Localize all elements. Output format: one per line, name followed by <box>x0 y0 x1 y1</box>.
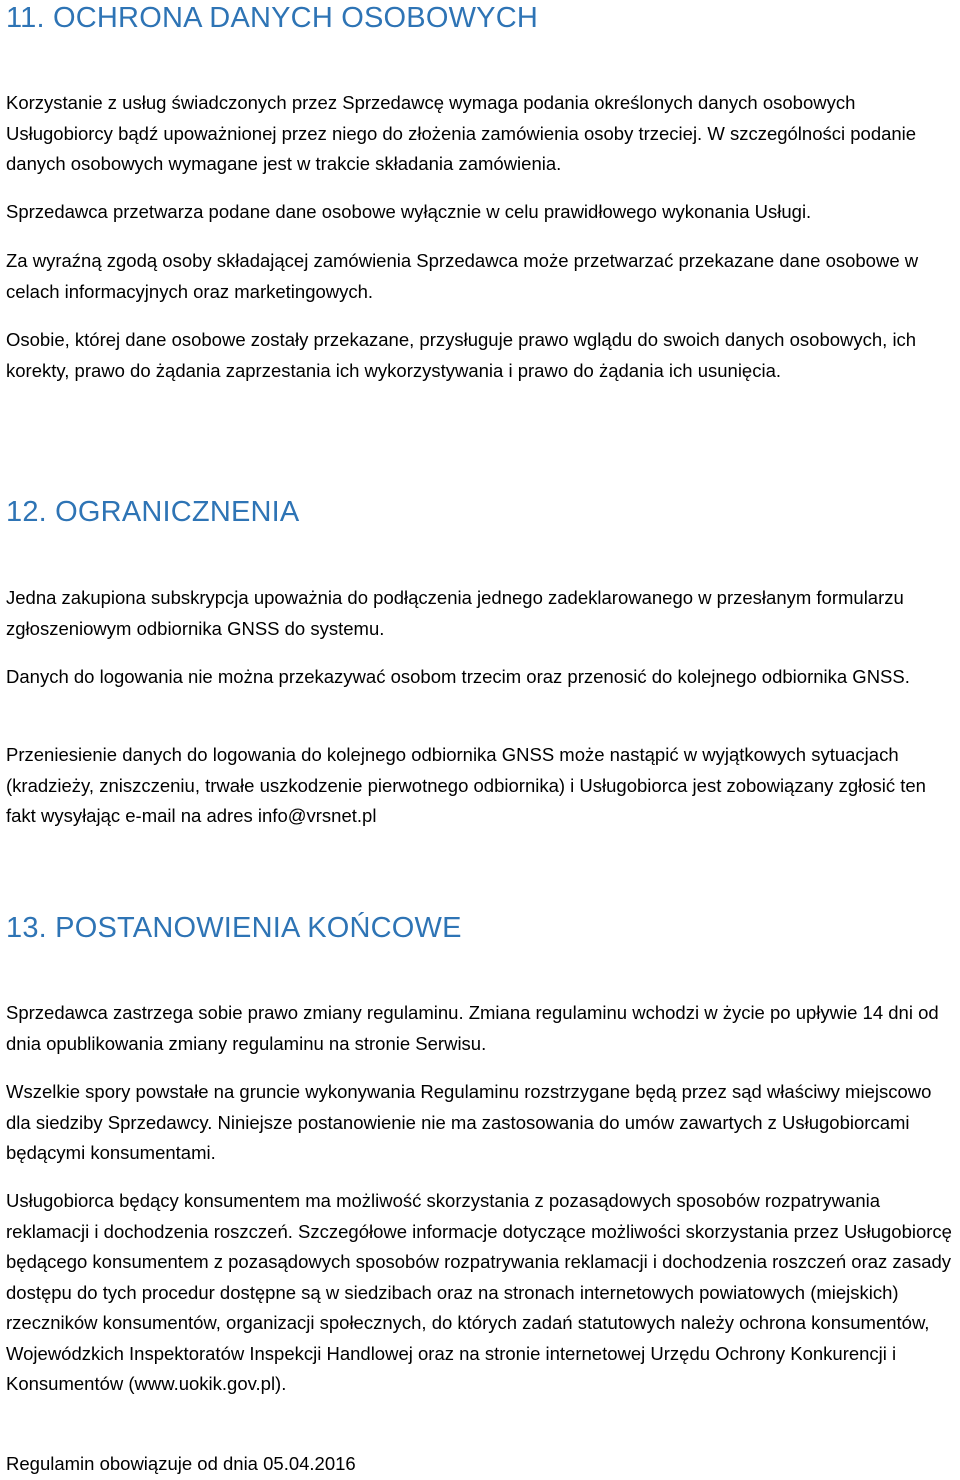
section-13-paragraph-1: Sprzedawca zastrzega sobie prawo zmiany regulaminu. Zmiana regulaminu wchodzi w życie po upływie 14 dni od dnia opublikowania zmiany regulaminu na stronie Serwisu. <box>6 1002 939 1054</box>
section-12-paragraph-2: Danych do logowania nie można przekazywać osobom trzecim oraz przenosić do kolejnego odbiornika GNSS. <box>6 666 910 687</box>
section-12-paragraph-3: Przeniesienie danych do logowania do kolejnego odbiornika GNSS może nastąpić w wyjątkowych sytuacjach (kradzieży, zniszczeniu, trwałe uszkodzenie pierwotnego odbiornika) i Usługobiorca jest zobowiązany zgłosić ten fakt wysyłając e-mail na adres info@vrsnet.pl <box>6 744 926 826</box>
section-11-paragraph-2: Sprzedawca przetwarza podane dane osobowe wyłącznie w celu prawidłowego wykonania Usługi. <box>6 201 812 222</box>
section-11-heading: 11. OCHRONA DANYCH OSOBOWYCH <box>6 2 538 34</box>
section-11-paragraph-3: Za wyraźną zgodą osoby składającej zamówienia Sprzedawca może przetwarzać przekazane dane osobowe w celach informacyjnych oraz marketingowych. <box>6 250 919 302</box>
section-11-paragraph-4: Osobie, której dane osobowe zostały przekazane, przysługuje prawo wglądu do swoich danych osobowych, ich korekty, prawo do żądania zaprzestania ich wykorzystywania i prawo do żądania ich usunięcia. <box>6 329 917 381</box>
section-13-heading: 13. POSTANOWIENIA KOŃCOWE <box>6 912 462 944</box>
section-12-heading: 12. OGRANICZNENIA <box>6 496 300 528</box>
section-11-paragraph-1: Korzystanie z usług świadczonych przez Sprzedawcę wymaga podania określonych danych osobowych Usługobiorcy bądź upoważnionej przez niego do złożenia zamówienia osoby trzeciej. W szczególności podanie danych osobowych wymagane jest w trakcie składania zamówienia. <box>6 92 917 174</box>
section-12-paragraph-1: Jedna zakupiona subskrypcja upoważnia do podłączenia jednego zadeklarowanego w przesłanym formularzu zgłoszeniowym odbiornika GNSS do systemu. <box>6 587 904 639</box>
effective-date-line: Regulamin obowiązuje od dnia 05.04.2016 <box>6 1453 356 1474</box>
section-13-paragraph-3: Usługobiorca będący konsumentem ma możliwość skorzystania z pozasądowych sposobów rozpatrywania reklamacji i dochodzenia roszczeń. Szczegółowe informacje dotyczące możliwości skorzystania przez Usługobiorcę będącego konsumentem z pozasądowych sposobów rozpatrywania reklamacji i dochodzenia roszczeń oraz zasady dostępu do tych procedur dostępne są w siedzibach oraz na stronach internetowych powiatowych (miejskich) rzeczników konsumentów, organizacji społecznych, do których zadań statutowych należy ochrona konsumentów, Wojewódzkich Inspektoratów Inspekcji Handlowej oraz na stronie internetowej Urzędu Ochrony Konkurencji i Konsumentów (www.uokik.gov.pl). <box>6 1190 952 1394</box>
section-13-paragraph-2: Wszelkie spory powstałe na gruncie wykonywania Regulaminu rozstrzygane będą przez sąd właściwy miejscowo dla siedziby Sprzedawcy. Niniejsze postanowienie nie ma zastosowania do umów zawartych z Usługobiorcami będącymi konsumentami. <box>6 1081 932 1163</box>
